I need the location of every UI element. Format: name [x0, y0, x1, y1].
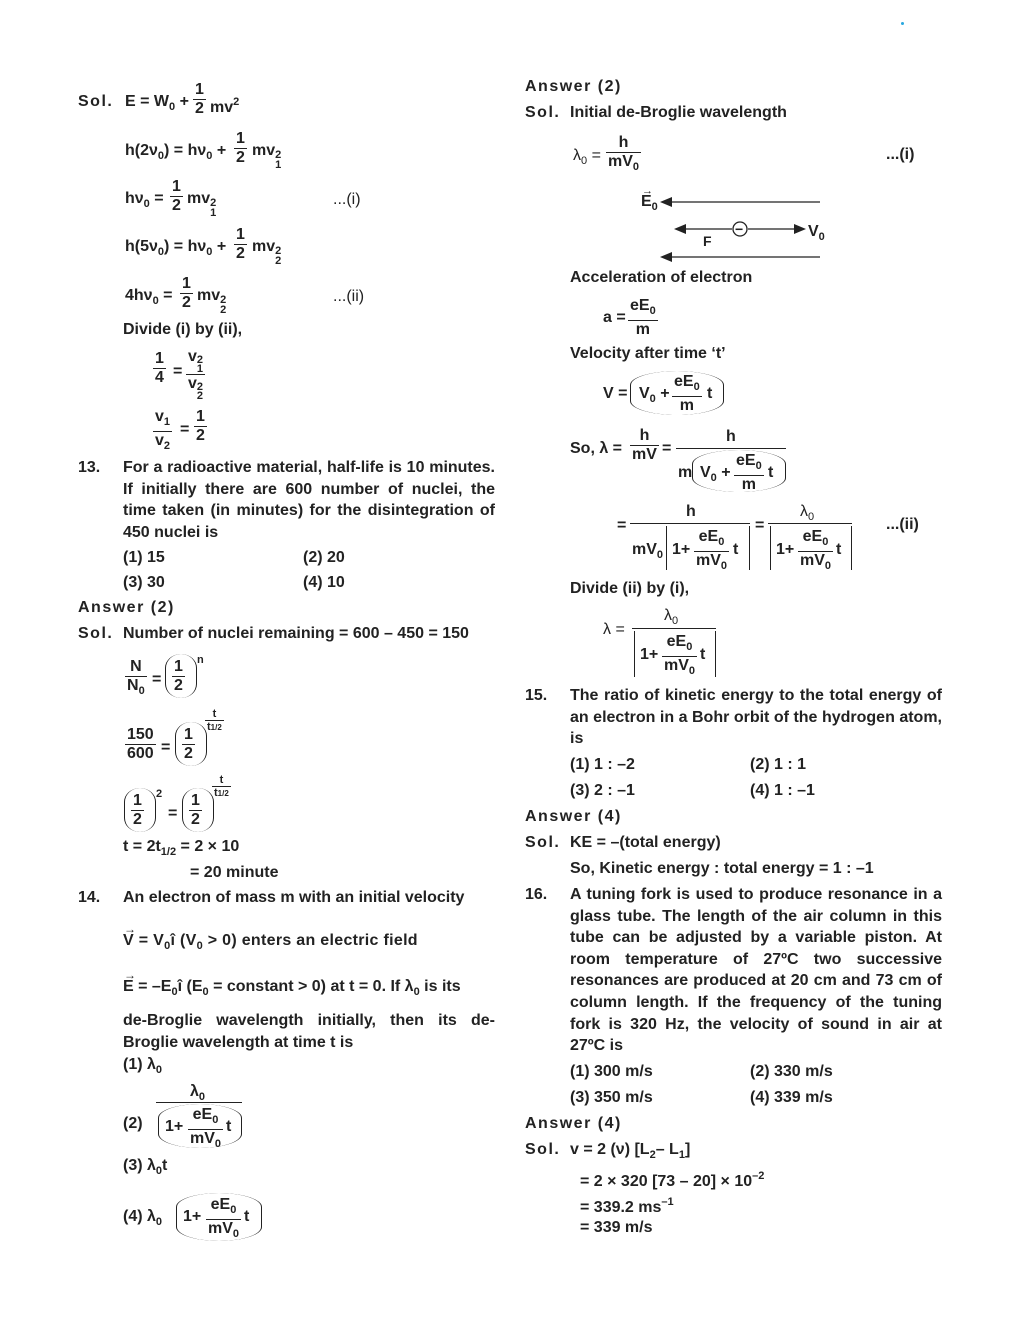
q13-option-2: (2) 20 — [303, 549, 345, 566]
velocity-title: Velocity after time ‘t’ — [570, 345, 726, 362]
velocity-label: $V_0$ — [808, 223, 825, 243]
q16-sol-label: Sol. — [525, 1141, 561, 1158]
q16-sol-line-4: = 339 m/s — [580, 1219, 653, 1236]
field-label-e: → $E_0$ — [641, 185, 658, 213]
field-lines-svg — [600, 180, 840, 265]
q15-option-4: (4) 1 : –1 — [750, 782, 815, 799]
q16-answer: Answer (4) — [525, 1115, 622, 1132]
question-13-text: For a radioactive material, half-life is 10 minutes. If initially there are 600 number of nuclei, the time taken (in minutes) for the disintegration of 450 nuclei is — [123, 459, 495, 541]
q15-option-3: (3) 2 : –1 — [570, 782, 635, 799]
q13-sol-label: Sol. — [78, 625, 114, 642]
question-14-line-4: de-Broglie wavelength initially, then its de-Broglie wavelength at time t is — [123, 1012, 495, 1051]
q14-sol-label: Sol. — [525, 104, 561, 121]
sol-label: Sol. — [78, 93, 114, 110]
question-14-line-3: → $E = -E_0î$ ($E_0$ = constant > 0) at t = 0. If $\lambda_0$ is its — [123, 968, 461, 998]
q13-result-line-1: $t = 2t_{1/2} = 2 \times 10$ — [123, 838, 240, 858]
q14-option-3: (3) $\lambda_0t$ — [123, 1157, 168, 1177]
q15-option-2: (2) 1 : 1 — [750, 756, 807, 773]
q13-option-1: (1) 15 — [123, 549, 165, 566]
q15-sol-line-2: So, Kinetic energy : total energy = 1 : –1 — [570, 860, 874, 877]
q16-sol-line-1: v = 2 (ν) [$L_2-$ $L_1$] — [570, 1141, 691, 1161]
question-15-text: The ratio of kinetic energy to the total energy of an electron in a Bohr orbit of the hydrogen atom, is — [570, 687, 942, 748]
question-16-number: 16. — [525, 886, 548, 903]
q16-option-1: (1) 300 m/s — [570, 1063, 653, 1080]
q16-sol-line-2: = 2 × 320 $[73 - 20] \times 10^{-2}$ — [580, 1170, 765, 1190]
q15-option-1: (1) 1 : –2 — [570, 756, 635, 773]
electron-charge: − — [735, 221, 744, 237]
q13-answer: Answer (2) — [78, 599, 175, 616]
q16-option-2: (2) 330 m/s — [750, 1063, 833, 1080]
question-16-text: A tuning fork is used to produce resonance in a glass tube. The length of the air column in this tube can be adjusted by a variable piston. At room temperature of 27ºC two successive resonances are produced at 20 cm and 73 cm of column length. If the frequency of the tuning fork is 320 Hz, the velocity of sound in air at 27ºC is — [570, 886, 942, 1055]
question-15-number: 15. — [525, 687, 548, 704]
q14-sol-title: Initial de-Broglie wavelength — [570, 104, 787, 121]
q16-option-4: (4) 339 m/s — [750, 1089, 833, 1106]
question-14-number: 14. — [78, 889, 101, 906]
corner-dot — [901, 22, 904, 25]
q14-option-1: (1) $\lambda_0$ — [123, 1056, 163, 1076]
force-label: F — [703, 233, 712, 249]
q13-option-3: (3) 30 — [123, 574, 165, 591]
q15-sol-label: Sol. — [525, 834, 561, 851]
q15-answer: Answer (4) — [525, 808, 622, 825]
q16-option-3: (3) 350 m/s — [570, 1089, 653, 1106]
q13-solution-text: Number of nuclei remaining = 600 – 450 = 150 — [123, 625, 469, 642]
question-13-number: 13. — [78, 459, 101, 476]
question-14-line-1: An electron of mass m with an initial velocity — [123, 889, 465, 906]
q13-option-4: (4) 10 — [303, 574, 345, 591]
divide-instruction: Divide (i) by (ii), — [123, 321, 243, 338]
acceleration-title: Acceleration of electron — [570, 269, 753, 286]
q13-result-line-2: = 20 minute — [190, 864, 279, 881]
q16-sol-line-3: = 339.2 $ms^{-1}$ — [580, 1196, 674, 1216]
q15-sol-line-1: KE = –(total energy) — [570, 834, 721, 851]
question-14-line-2: → $V = V_0î$ $(V_0 > 0)$ enters an electric field — [123, 922, 418, 952]
q14-answer: Answer (2) — [525, 78, 622, 95]
divide-instruction-right: Divide (ii) by (i), — [570, 580, 690, 597]
